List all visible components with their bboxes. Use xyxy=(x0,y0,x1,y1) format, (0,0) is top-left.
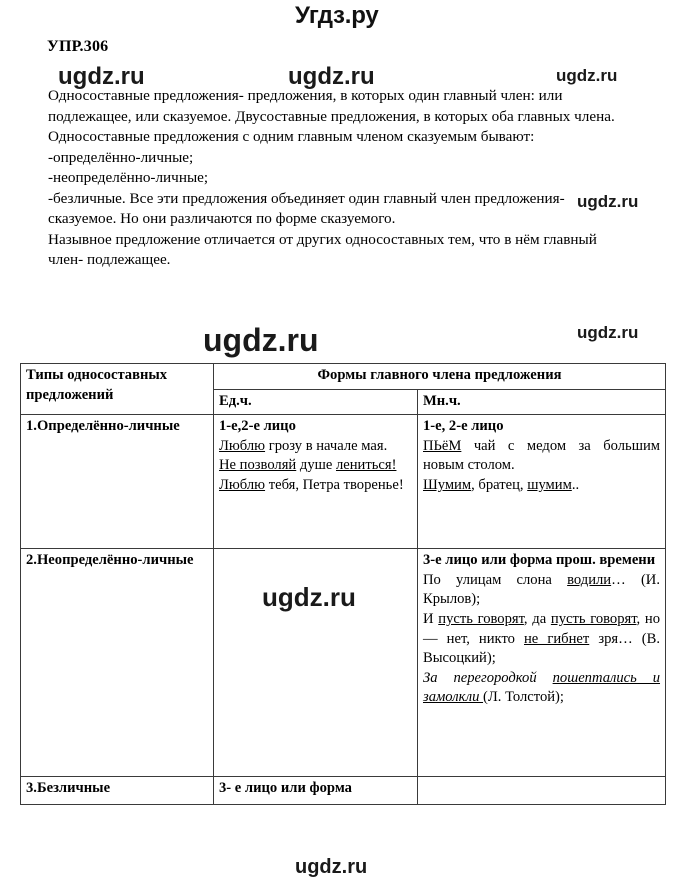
row-singular-cell: 3- е лицо или форма xyxy=(214,777,418,805)
example-run: (Л. Толстой); xyxy=(483,689,564,706)
example-sentence xyxy=(423,610,660,669)
watermark: ugdz.ru xyxy=(262,582,356,612)
example-sentence xyxy=(219,456,412,476)
watermark: ugdz.ru xyxy=(203,322,319,358)
body-paragraph-7: сказуемое. Но они различаются по форме сказуемого. xyxy=(48,210,396,227)
row-plural-cell xyxy=(418,549,666,777)
watermark: ugdz.ru xyxy=(556,66,618,85)
row-singular-cell xyxy=(214,549,418,777)
watermark: ugdz.ru xyxy=(577,323,639,342)
example-run: … (И. Крылов); xyxy=(423,571,660,608)
example-run: тебя, Петра творенье! xyxy=(265,476,404,493)
body-paragraph-8: Назывное предложение отличается от других односоставных тем, что в нём главный xyxy=(48,230,597,248)
body-paragraph-5: -неопределённо-личные; xyxy=(48,169,209,186)
row-singular-cell xyxy=(214,415,418,549)
watermark: ugdz.ru xyxy=(577,192,639,211)
example-run: водили xyxy=(567,571,612,588)
table-row xyxy=(21,777,666,805)
header-cell-forms: Формы главного члена предложения xyxy=(214,364,666,390)
example-run: За перегородкой xyxy=(423,669,553,686)
row-type-label: 3.Безличные xyxy=(21,777,214,805)
watermark: ugdz.ru xyxy=(288,63,375,90)
example-run: лениться! xyxy=(335,457,397,474)
form-label: 3-е лицо или форма прош. времени xyxy=(423,552,656,569)
body-paragraph-3: Односоставные предложения с одним главным членом сказуемым бывают: xyxy=(48,128,535,145)
example-run: Люблю xyxy=(219,437,266,454)
examples-singular xyxy=(219,437,412,496)
example-run: Шумим xyxy=(423,476,472,493)
example-run: пусть говорят xyxy=(550,610,637,627)
example-run: чай с медом за большим новым столом. xyxy=(423,437,660,474)
example-run: зря… (В. Высоцкий); xyxy=(423,630,660,667)
example-run: грозу в начале мая. xyxy=(265,437,388,454)
example-sentence xyxy=(423,437,660,476)
example-run: не гибнет xyxy=(524,630,590,647)
body-paragraph-9: член- подлежащее. xyxy=(48,251,171,268)
header-cell-singular: Ед.ч. xyxy=(214,389,418,415)
example-run: , но — нет, никто xyxy=(423,610,661,647)
body-paragraph-4: -определённо-личные; xyxy=(48,148,194,166)
example-sentence xyxy=(219,437,412,457)
example-run: ПЬёМ xyxy=(423,437,462,454)
example-run: , братец, xyxy=(471,476,528,493)
example-sentence xyxy=(423,476,660,496)
row-type-label: 2.Неопределённо-личные xyxy=(21,549,214,777)
examples-plural xyxy=(423,571,660,708)
site-logo: Угдз.ру xyxy=(295,2,379,29)
row-plural-cell xyxy=(418,777,666,805)
example-run: , да xyxy=(523,610,551,627)
example-sentence xyxy=(219,476,412,496)
grammar-table-wrapper xyxy=(20,363,665,805)
example-run: пусть говорят xyxy=(438,610,524,627)
lesson-body xyxy=(22,86,668,271)
header-cell-types: Типы односоставных предложений xyxy=(21,364,214,415)
watermark-footer: ugdz.ru xyxy=(295,856,368,878)
example-run: душе xyxy=(296,457,336,474)
body-paragraph-1: Односоставные предложения- предложения, в которых один главный член: или xyxy=(48,87,563,104)
row-type-label: 1.Определённо-личные xyxy=(21,415,214,549)
table-header-row-1 xyxy=(21,364,666,390)
table-row xyxy=(21,549,666,777)
example-run: И xyxy=(423,610,439,627)
example-run: .. xyxy=(571,476,580,493)
table-row xyxy=(21,415,666,549)
body-paragraph-6: -безличные. Все эти предложения объединяет один главный член предложения- xyxy=(48,189,565,207)
form-label: 1-е, 2-е лицо xyxy=(423,418,504,435)
grammar-table xyxy=(20,363,666,805)
form-label: 1-е,2-е лицо xyxy=(219,418,296,435)
example-run: пошептались и замолкли xyxy=(423,669,661,706)
row-plural-cell xyxy=(418,415,666,549)
example-run: Люблю xyxy=(219,476,266,493)
examples-plural xyxy=(423,437,660,496)
example-sentence xyxy=(423,669,660,708)
watermark: ugdz.ru xyxy=(58,63,145,90)
example-run: шумим xyxy=(527,476,572,493)
exercise-title: УПР.306 xyxy=(47,38,109,55)
example-run: Не позволяй xyxy=(219,457,297,474)
header-cell-plural: Мн.ч. xyxy=(418,389,666,415)
example-sentence xyxy=(423,571,660,610)
example-run: По улицам слона xyxy=(423,571,568,588)
body-paragraph-2: подлежащее, или сказуемое. Двусоставные предложения, в которых оба главных члена. xyxy=(48,107,615,125)
